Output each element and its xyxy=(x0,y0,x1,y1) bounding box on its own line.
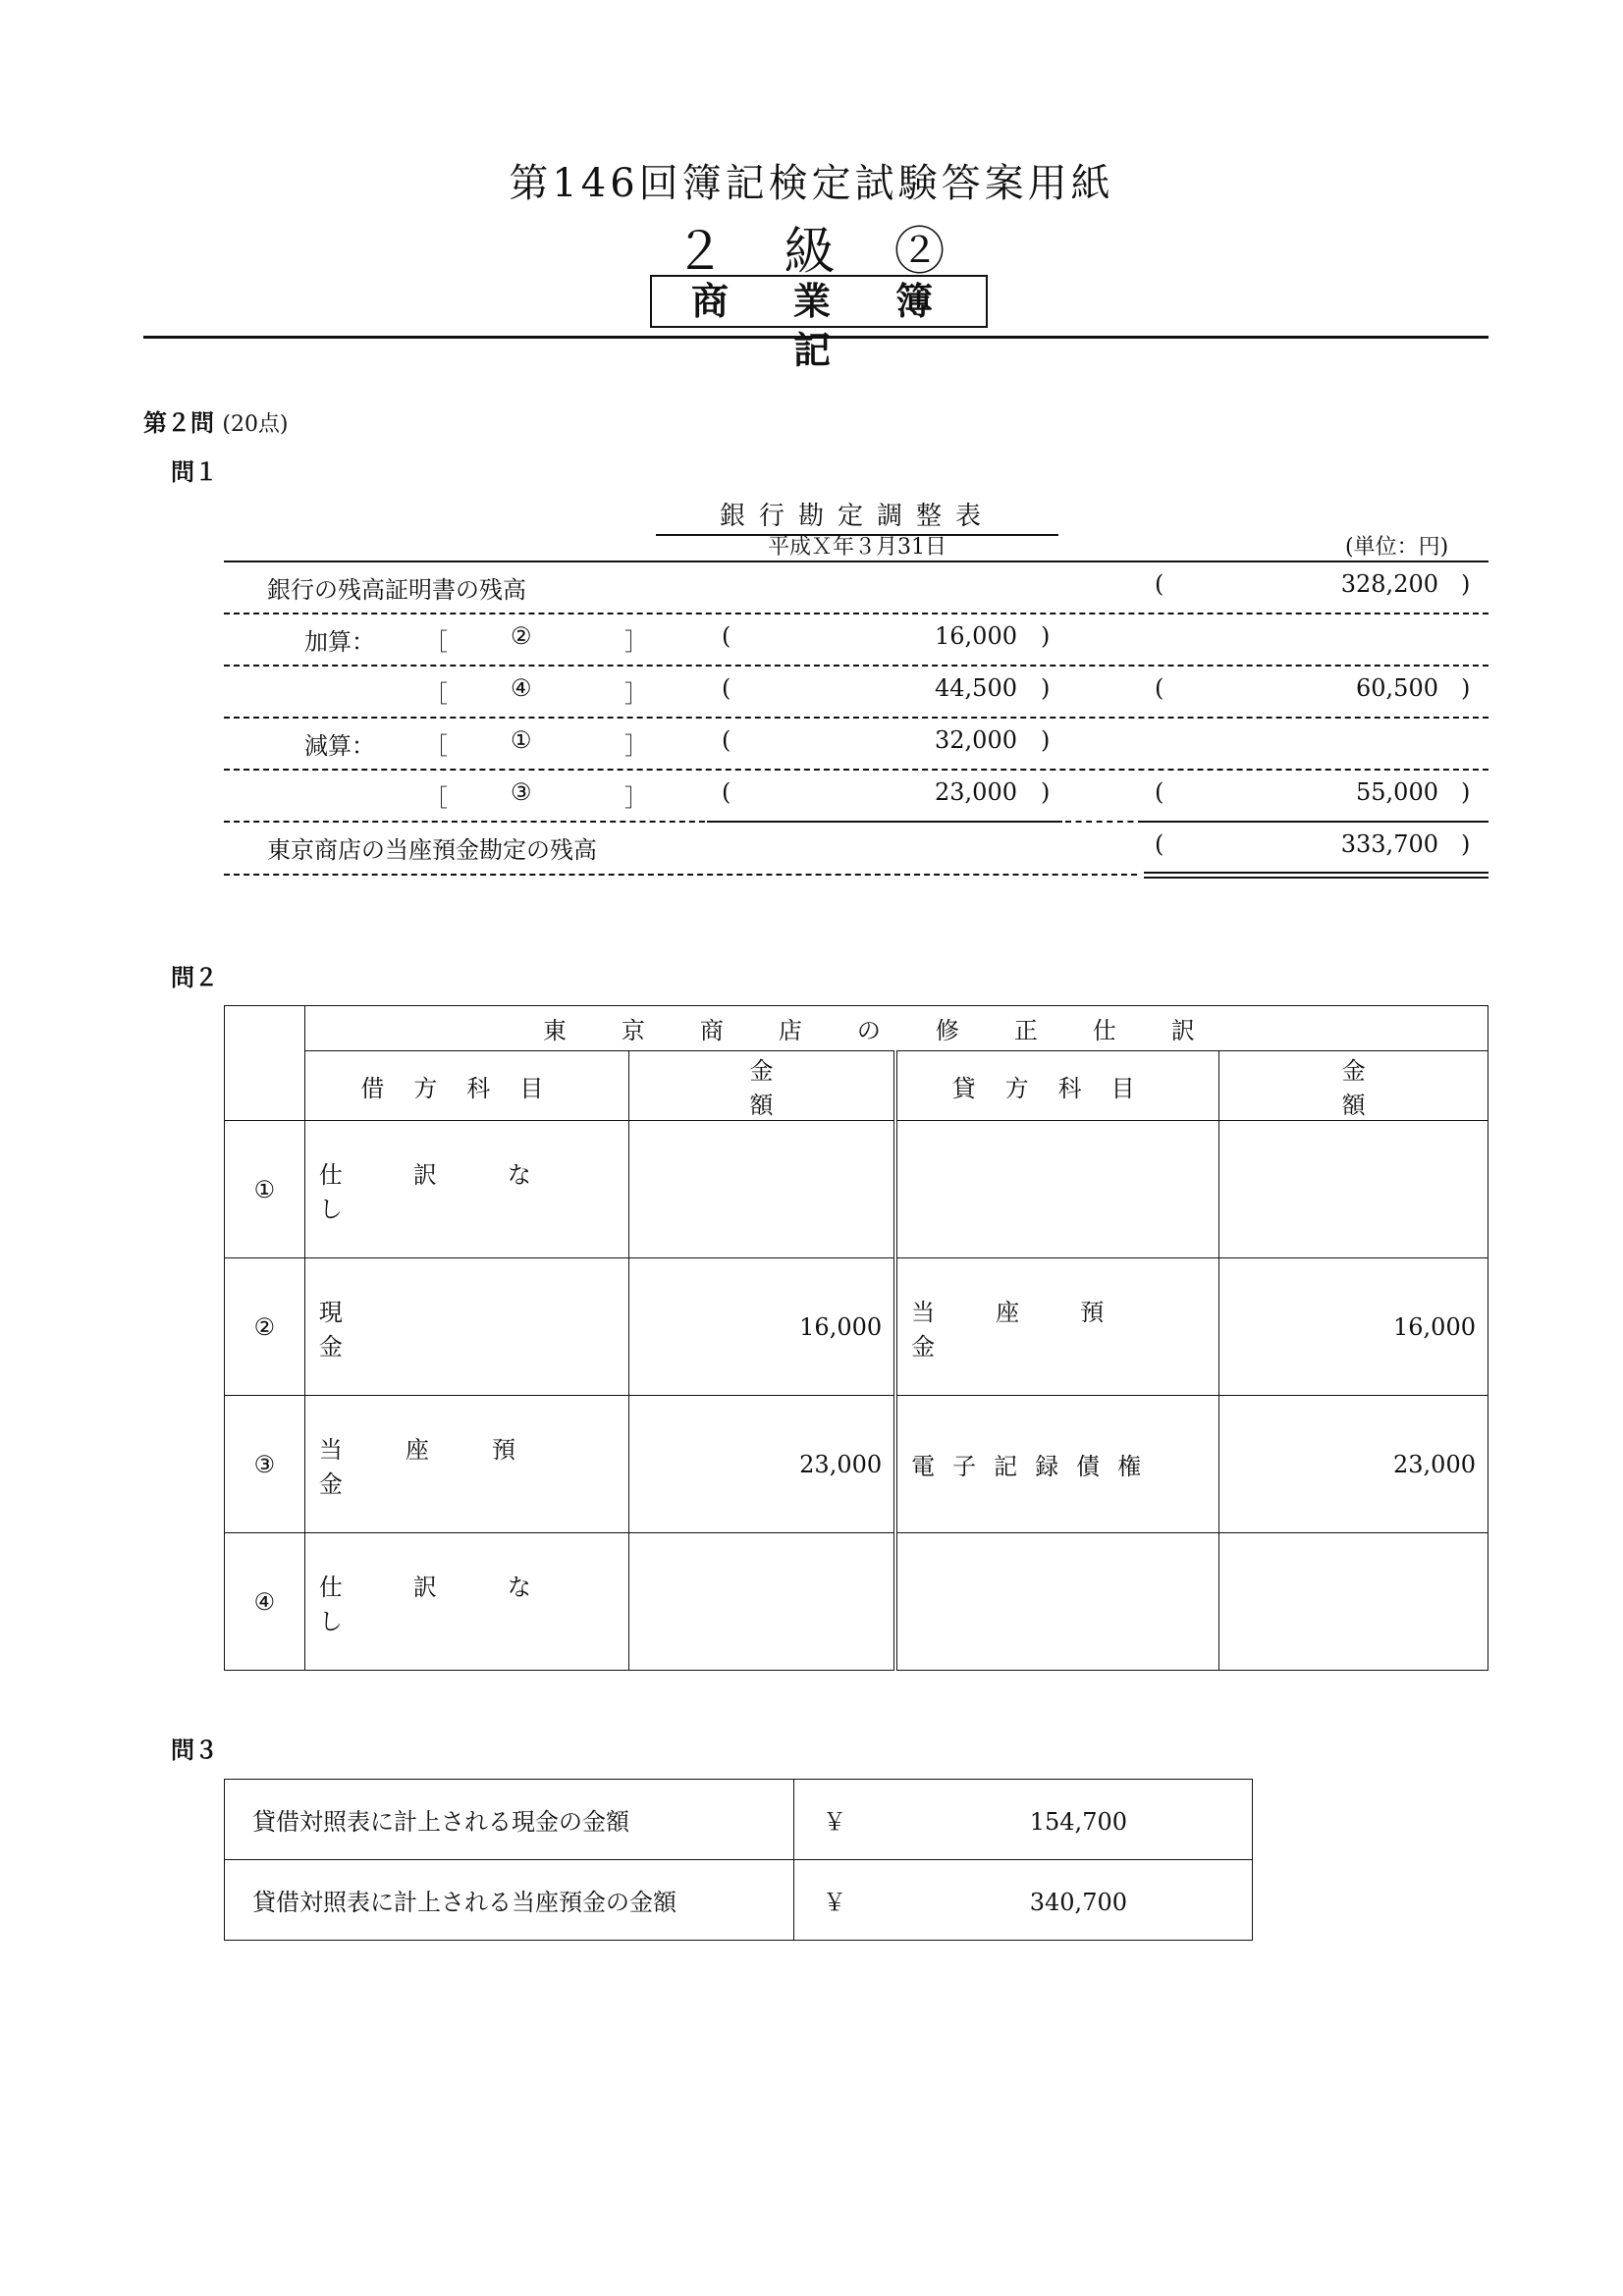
table-title: 東京商店の修正仕訳 xyxy=(542,1017,1250,1044)
cash-amount-cell xyxy=(794,1780,1253,1860)
close-bracket: ］ xyxy=(624,628,648,656)
subtract-label: 減算： xyxy=(304,732,375,760)
cash-amount-label: 貸借対照表に計上される現金の金額 xyxy=(225,1780,794,1860)
close-bracket: ］ xyxy=(624,732,648,760)
add-item-amount: 44,500 xyxy=(935,674,1017,702)
subtract-item-mark: ③ xyxy=(511,778,532,806)
close-paren: ) xyxy=(1461,830,1471,858)
journal-table xyxy=(224,1005,1488,1671)
balance-sheet-table xyxy=(224,1779,1253,1941)
checking-amount-value: 340,700 xyxy=(1029,1889,1127,1916)
subtract-item-mark: ① xyxy=(511,726,532,754)
credit-account-cell xyxy=(895,1533,1219,1671)
debit-account-cell: 当座預金 xyxy=(304,1396,628,1533)
subject-box: 商 業 簿 記 xyxy=(650,275,988,328)
credit-account-header: 貸方科目 xyxy=(895,1051,1219,1121)
debit-account-cell: 仕訳なし xyxy=(304,1121,628,1258)
yen-sign: ￥ xyxy=(823,1889,846,1916)
question-label: 第２問 xyxy=(143,409,214,437)
checking-amount-label: 貸借対照表に計上される当座預金の金額 xyxy=(225,1860,794,1941)
reconciliation-top-rule xyxy=(224,561,1488,562)
subtract-total-value: 55,000 xyxy=(1356,778,1438,806)
credit-amount-cell xyxy=(1219,1533,1488,1671)
table-row xyxy=(225,1258,1488,1396)
credit-account-cell xyxy=(895,1121,1219,1258)
credit-account-cell: 当座預金 xyxy=(895,1258,1219,1396)
add-label: 加算： xyxy=(304,628,375,656)
divider xyxy=(224,874,1137,876)
subtract-item-amount: 32,000 xyxy=(935,726,1017,754)
bank-balance-label: 銀行の残高証明書の残高 xyxy=(267,576,526,604)
table-row xyxy=(225,1780,1253,1860)
open-paren: ( xyxy=(1155,778,1164,806)
open-paren: ( xyxy=(1155,570,1164,598)
divider xyxy=(224,613,1488,614)
reconciliation-title: 銀行勘定調整表 xyxy=(656,496,1058,536)
grade-label: ２ 級 ② xyxy=(674,223,949,282)
book-balance-value: 333,700 xyxy=(1340,830,1438,858)
debit-amount-cell xyxy=(628,1533,895,1671)
divider xyxy=(224,769,1488,771)
credit-amount-cell xyxy=(1219,1121,1488,1258)
close-paren: ) xyxy=(1041,778,1051,806)
table-title-cell xyxy=(304,1006,1488,1051)
debit-amount-cell: 16,000 xyxy=(628,1258,895,1396)
debit-account-cell: 仕訳なし xyxy=(304,1533,628,1671)
close-bracket: ］ xyxy=(624,680,648,708)
close-paren: ) xyxy=(1461,778,1471,806)
open-paren: ( xyxy=(722,726,731,754)
table-row xyxy=(225,1533,1488,1671)
row-mark: ③ xyxy=(225,1396,305,1533)
close-paren: ) xyxy=(1041,674,1051,702)
table-row xyxy=(225,1396,1488,1533)
add-item-mark: ② xyxy=(511,622,532,650)
debit-amount-cell: 23,000 xyxy=(628,1396,895,1533)
close-paren: ) xyxy=(1461,570,1471,598)
open-bracket: ［ xyxy=(424,628,448,656)
question-points: (20点) xyxy=(222,412,289,437)
subtract-item-amount: 23,000 xyxy=(935,778,1017,806)
open-bracket: ［ xyxy=(424,732,448,760)
double-rule-bottom xyxy=(1144,877,1488,879)
credit-account-cell: 電子記録債権 xyxy=(895,1396,1219,1533)
add-item-amount: 16,000 xyxy=(935,622,1017,650)
open-paren: ( xyxy=(722,778,731,806)
open-paren: ( xyxy=(722,622,731,650)
open-paren: ( xyxy=(722,674,731,702)
close-paren: ) xyxy=(1461,674,1471,702)
open-bracket: ［ xyxy=(424,784,448,812)
question-heading xyxy=(143,403,289,438)
mark-header-cell xyxy=(225,1006,305,1121)
add-total-value: 60,500 xyxy=(1356,674,1438,702)
header-rule xyxy=(143,336,1488,339)
total-rule xyxy=(1144,821,1488,823)
double-rule-top xyxy=(1144,872,1488,874)
open-paren: ( xyxy=(1155,830,1164,858)
debit-amount-cell xyxy=(628,1121,895,1258)
add-item-mark: ④ xyxy=(511,674,532,702)
part3-label: 問３ xyxy=(171,1736,218,1764)
table-row xyxy=(225,1121,1488,1258)
table-row xyxy=(225,1860,1253,1941)
reconciliation-date: 平成Ｘ年３月31日 xyxy=(768,535,947,560)
exam-title: 第146回簿記検定試験答案用紙 xyxy=(509,161,1114,206)
unit-label: (単位：円) xyxy=(1345,535,1449,560)
row-mark: ④ xyxy=(225,1533,305,1671)
open-bracket: ［ xyxy=(424,680,448,708)
part1-label: 問１ xyxy=(171,458,218,486)
checking-amount-cell xyxy=(794,1860,1253,1941)
divider xyxy=(224,665,1488,667)
credit-amount-header: 金額 xyxy=(1219,1051,1488,1121)
close-paren: ) xyxy=(1041,622,1051,650)
debit-account-cell: 現金 xyxy=(304,1258,628,1396)
bank-balance-value: 328,200 xyxy=(1340,570,1438,598)
credit-amount-cell: 16,000 xyxy=(1219,1258,1488,1396)
debit-amount-header: 金額 xyxy=(628,1051,895,1121)
open-paren: ( xyxy=(1155,674,1164,702)
row-mark: ② xyxy=(225,1258,305,1396)
book-balance-label: 東京商店の当座預金勘定の残高 xyxy=(267,836,597,864)
subtotal-rule xyxy=(707,821,1062,823)
divider xyxy=(224,717,1488,719)
divider xyxy=(224,821,705,823)
divider xyxy=(1065,821,1144,823)
yen-sign: ￥ xyxy=(823,1808,846,1836)
cash-amount-value: 154,700 xyxy=(1029,1808,1127,1836)
part2-label: 問２ xyxy=(171,964,218,991)
close-paren: ) xyxy=(1041,726,1051,754)
row-mark: ① xyxy=(225,1121,305,1258)
debit-account-header: 借方科目 xyxy=(304,1051,628,1121)
credit-amount-cell: 23,000 xyxy=(1219,1396,1488,1533)
close-bracket: ］ xyxy=(624,784,648,812)
